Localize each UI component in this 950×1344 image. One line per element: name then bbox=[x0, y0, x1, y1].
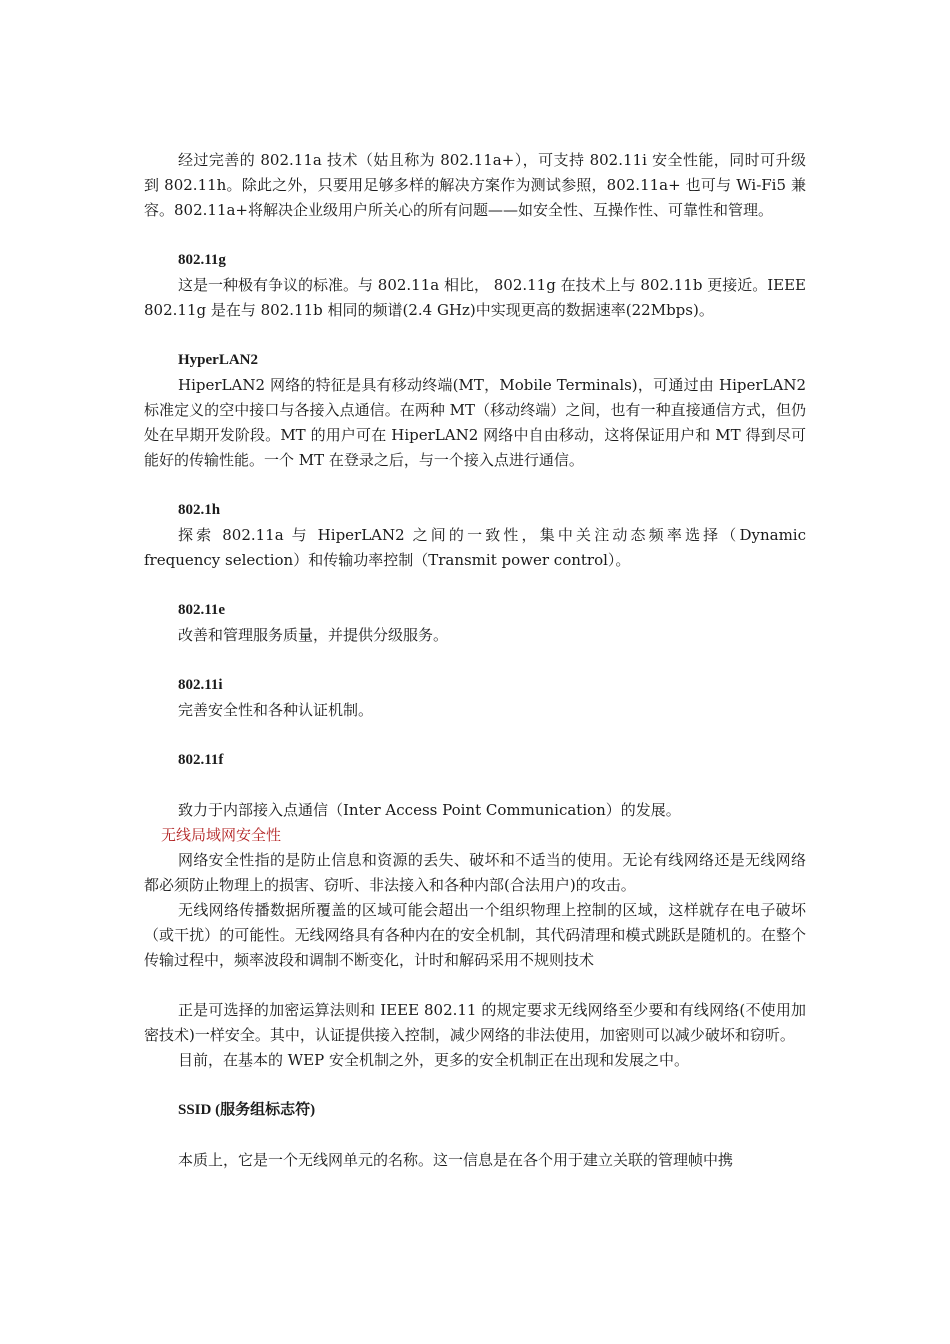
paragraph-security-4: 目前，在基本的 WEP 安全机制之外，更多的安全机制正在出现和发展之中。 bbox=[178, 1051, 689, 1069]
spacer bbox=[144, 573, 806, 598]
paragraph-8021h: 探索 802.11a 与 HiperLAN2 之间的一致性，集中关注动态频率选择（Dynamic frequency selection）和传输功率控制（Transmit power control）。 bbox=[144, 526, 806, 569]
spacer bbox=[144, 1123, 806, 1148]
paragraph-80211i: 完善安全性和各种认证机制。 bbox=[178, 701, 374, 719]
spacer bbox=[144, 223, 806, 248]
paragraph-security-2: 无线网络传播数据所覆盖的区域可能会超出一个组织物理上控制的区域，这样就存在电子破坏（或干扰）的可能性。无线网络具有各种内在的安全机制，其代码清理和模式跳跃是随机的。在整个传输过程中，频率波段和调制不断变化，计时和解码采用不规则技术 bbox=[144, 901, 806, 969]
paragraph-hiperlan2: HiperLAN2 网络的特征是具有移动终端(MT，Mobile Terminals)，可通过由 HiperLAN2 标准定义的空中接口与各接入点通信。在两种 MT（移动终端）之间，也有一种直接通信方式，但仍处在早期开发阶段。MT 的用户可在 HiperLAN2 网络中自由移动，这将保证用户和 MT 得到尽可能好的传输性能。一个 MT 在登录之后，与一个接入点进行通信。 bbox=[144, 376, 806, 469]
heading-80211g: 802.11g bbox=[178, 252, 226, 268]
heading-8021h: 802.1h bbox=[178, 502, 221, 518]
heading-hiperlan2: HyperLAN2 bbox=[178, 352, 258, 368]
heading-80211f: 802.11f bbox=[178, 752, 224, 768]
heading-wlan-security: 无线局域网安全性 bbox=[161, 826, 282, 844]
spacer bbox=[144, 723, 806, 748]
paragraph-80211e: 改善和管理服务质量，并提供分级服务。 bbox=[178, 626, 449, 644]
heading-80211i: 802.11i bbox=[178, 677, 223, 693]
paragraph-security-3: 正是可选择的加密运算法则和 IEEE 802.11 的规定要求无线网络至少要和有线网络(不使用加密技术)一样安全。其中，认证提供接入控制，减少网络的非法使用，加密则可以减少破坏和窃听。 bbox=[144, 1001, 806, 1044]
spacer bbox=[144, 1073, 806, 1098]
spacer bbox=[144, 648, 806, 673]
paragraph-80211f: 致力于内部接入点通信（Inter Access Point Communication）的发展。 bbox=[178, 801, 681, 819]
heading-80211e: 802.11e bbox=[178, 602, 226, 618]
paragraph-80211a-plus: 经过完善的 802.11a 技术（姑且称为 802.11a+），可支持 802.11i 安全性能，同时可升级到 802.11h。除此之外，只要用足够多样的解决方案作为测试参照，802.11a+ 也可与 Wi-Fi5 兼容。802.11a+将解决企业级用户所关心的所有问题——如安全性、互操作性、可靠性和管理。 bbox=[144, 151, 806, 219]
paragraph-80211g: 这是一种极有争议的标准。与 802.11a 相比， 802.11g 在技术上与 802.11b 更接近。IEEE 802.11g 是在与 802.11b 相同的频谱(2.4 GHz)中实现更高的数据速率(22Mbps)。 bbox=[144, 276, 806, 319]
spacer bbox=[144, 323, 806, 348]
heading-ssid: SSID (服务组标志符) bbox=[178, 1102, 316, 1118]
spacer bbox=[144, 973, 806, 998]
paragraph-ssid: 本质上，它是一个无线网单元的名称。这一信息是在各个用于建立关联的管理帧中携 bbox=[178, 1151, 734, 1169]
document-page bbox=[144, 148, 806, 1173]
spacer bbox=[144, 473, 806, 498]
paragraph-security-1: 网络安全性指的是防止信息和资源的丢失、破坏和不适当的使用。无论有线网络还是无线网络都必须防止物理上的损害、窃听、非法接入和各种内部(合法用户)的攻击。 bbox=[144, 851, 806, 894]
spacer bbox=[144, 773, 806, 798]
